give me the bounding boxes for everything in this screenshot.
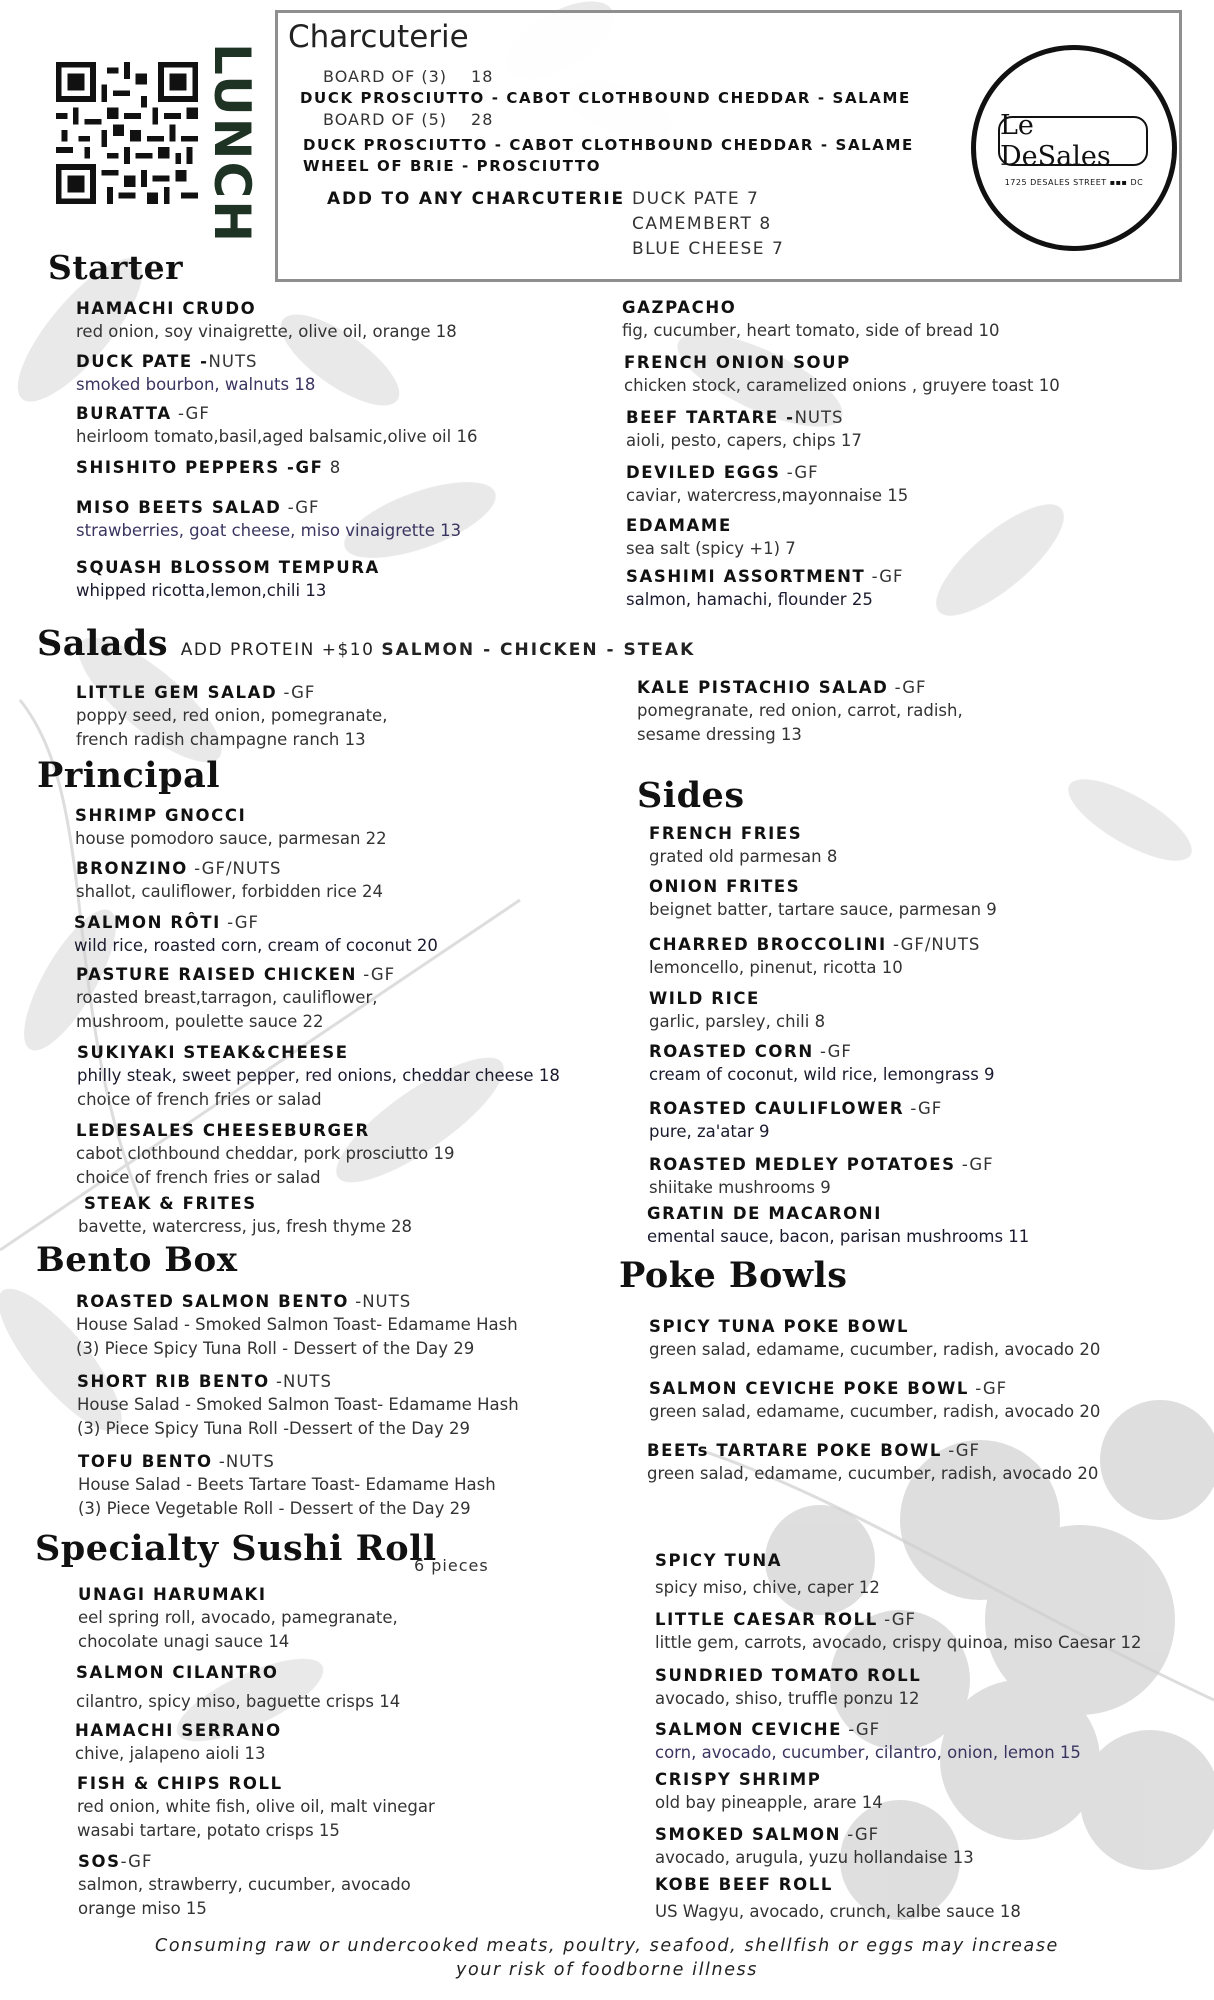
menu-item: UNAGI HARUMAKI eel spring roll, avocado, pamegranate, chocolate unagi sauce 14 (78, 1585, 398, 1651)
menu-item: KALE PISTACHIO SALAD -GF pomegranate, red onion, carrot, radish, sesame dressing 13 (637, 678, 963, 744)
menu-item: KOBE BEEF ROLL US Wagyu, avocado, crunch, kalbe sauce 18 (655, 1875, 1021, 1921)
addon-label: ADD TO ANY CHARCUTERIE (327, 189, 625, 209)
section-heading-salads (37, 623, 695, 664)
charcuterie-box (275, 10, 1182, 282)
menu-item: BURATTA -GF heirloom tomato,basil,aged balsamic,olive oil 16 (76, 404, 478, 446)
menu-item: BEEF TARTARE -NUTS aioli, pesto, capers, chips 17 (626, 408, 862, 450)
menu-item: GRATIN DE MACARONI emental sauce, bacon, parisan mushrooms 11 (647, 1204, 1030, 1246)
board-3-line (323, 67, 493, 86)
board-5-price: 28 (471, 110, 494, 129)
menu-item: ONION FRITES beignet batter, tartare sauce, parmesan 9 (649, 877, 997, 919)
section-heading-poke: Poke Bowls (619, 1255, 848, 1296)
menu-item: SHORT RIB BENTO -NUTS House Salad - Smoked Salmon Toast- Edamame Hash (3) Piece Spicy Tuna Roll -Dessert of the Day 29 (77, 1372, 519, 1438)
menu-item: LITTLE GEM SALAD -GF poppy seed, red onion, pomegranate, french radish champagne ranch 13 (76, 683, 388, 749)
disclaimer-line-2: your risk of foodborne illness (455, 1960, 758, 1980)
menu-item: STEAK & FRITES bavette, watercress, jus, fresh thyme 28 (78, 1194, 413, 1236)
menu-item: SPICY TUNA spicy miso, chive, caper 12 (655, 1551, 880, 1597)
section-heading-starter: Starter (48, 248, 183, 287)
section-heading-principal: Principal (37, 755, 221, 796)
menu-item: ROASTED SALMON BENTO -NUTS House Salad - Smoked Salmon Toast- Edamame Hash (3) Piece Spicy Tuna Roll - Dessert of the Day 29 (76, 1292, 518, 1358)
menu-item: SOS-GF salmon, strawberry, cucumber, avocado orange miso 15 (78, 1852, 411, 1918)
board-3-label: BOARD OF (3) (323, 67, 448, 86)
qr-code[interactable] (56, 62, 198, 204)
disclaimer-line-1: Consuming raw or undercooked meats, poultry, seafood, shellfish or eggs may increase (155, 1936, 1059, 1956)
board-5-items-2: WHEEL OF BRIE - PROSCIUTTO (303, 157, 602, 175)
menu-item: TOFU BENTO -NUTS House Salad - Beets Tartare Toast- Edamame Hash (3) Piece Vegetable Roll - Dessert of the Day 29 (78, 1452, 496, 1518)
menu-item: FISH & CHIPS ROLL red onion, white fish, olive oil, malt vinegar wasabi tartare, potato crisps 15 (77, 1774, 435, 1840)
restaurant-logo (971, 45, 1177, 251)
logo-address: 1725 DESALES STREET ▪▪▪ DC (1004, 178, 1144, 187)
menu-item: HAMACHI CRUDO red onion, soy vinaigrette, olive oil, orange 18 (76, 299, 457, 341)
menu-item: FRENCH FRIES grated old parmesan 8 (649, 824, 838, 866)
menu-item: CHARRED BROCCOLINI -GF/NUTS lemoncello, pinenut, ricotta 10 (649, 935, 981, 977)
menu-item: SHRIMP GNOCCI house pomodoro sauce, parmesan 22 (75, 806, 387, 848)
menu-item: MISO BEETS SALAD -GF strawberries, goat cheese, miso vinaigrette 13 (76, 498, 462, 540)
salads-proteins: SALMON - CHICKEN - STEAK (381, 640, 696, 660)
charcuterie-title: Charcuterie (288, 19, 469, 55)
menu-item: SALMON CEVICHE -GF corn, avocado, cucumber, cilantro, onion, lemon 15 (655, 1720, 1081, 1762)
menu-item: DEVILED EGGS -GF caviar, watercress,mayonnaise 15 (626, 463, 909, 505)
menu-item: DUCK PATE -NUTS smoked bourbon, walnuts 18 (76, 352, 316, 394)
menu-item: SALMON CEVICHE POKE BOWL -GF green salad, edamame, cucumber, radish, avocado 20 (649, 1379, 1101, 1421)
addon-item: BLUE CHEESE 7 (632, 239, 785, 259)
board-3-price: 18 (471, 67, 494, 86)
food-safety-disclaimer (0, 1934, 1214, 1982)
menu-item: PASTURE RAISED CHICKEN -GF roasted breast,tarragon, cauliflower, mushroom, poulette sauce 22 (76, 965, 396, 1031)
menu-item: GAZPACHO fig, cucumber, heart tomato, side of bread 10 (622, 298, 1000, 340)
menu-item: SASHIMI ASSORTMENT -GF salmon, hamachi, flounder 25 (626, 567, 904, 609)
addon-item: CAMEMBERT 8 (632, 214, 772, 234)
logo-name: Le DeSales (998, 116, 1148, 166)
menu-item: ROASTED CAULIFLOWER -GF pure, za'atar 9 (649, 1099, 943, 1141)
menu-item: SPICY TUNA POKE BOWL green salad, edamame, cucumber, radish, avocado 20 (649, 1317, 1101, 1359)
menu-item: ROASTED MEDLEY POTATOES -GF shiitake mushrooms 9 (649, 1155, 994, 1197)
menu-item: LITTLE CAESAR ROLL -GF little gem, carrots, avocado, crispy quinoa, miso Caesar 12 (655, 1610, 1142, 1652)
menu-item: BEETs TARTARE POKE BOWL -GF green salad, edamame, cucumber, radish, avocado 20 (647, 1441, 1099, 1483)
salads-addon: ADD PROTEIN +$10 SALMON - CHICKEN - STEAK (180, 640, 696, 660)
menu-item: LEDESALES CHEESEBURGER cabot clothbound cheddar, pork prosciutto 19 choice of french fries or salad (76, 1121, 455, 1187)
salads-title: Salads (37, 623, 169, 664)
sushi-pieces-note: 6 pieces (414, 1556, 489, 1575)
addon-item: DUCK PATE 7 (632, 189, 760, 209)
menu-item: SQUASH BLOSSOM TEMPURA whipped ricotta,lemon,chili 13 (76, 558, 380, 600)
menu-item: FRENCH ONION SOUP chicken stock, caramelized onions , gruyere toast 10 (624, 353, 1060, 395)
menu-item: SUKIYAKI STEAK&CHEESE philly steak, sweet pepper, red onions, cheddar cheese 18 choice of french fries or salad (77, 1043, 560, 1109)
section-heading-sides: Sides (637, 775, 745, 816)
board-5-items-1: DUCK PROSCIUTTO - CABOT CLOTHBOUND CHEDDAR - SALAME (303, 136, 914, 154)
menu-item: SHISHITO PEPPERS -GF 8 (76, 458, 342, 477)
section-heading-sushi: Specialty Sushi Roll (35, 1528, 437, 1569)
menu-item: SMOKED SALMON -GF avocado, arugula, yuzu hollandaise 13 (655, 1825, 974, 1867)
menu-item: SUNDRIED TOMATO ROLL avocado, shiso, truffle ponzu 12 (655, 1666, 922, 1708)
menu-item: SALMON RÔTI -GF wild rice, roasted corn, cream of coconut 20 (74, 913, 438, 955)
menu-item: CRISPY SHRIMP old bay pineapple, arare 14 (655, 1770, 883, 1812)
board-3-items: DUCK PROSCIUTTO - CABOT CLOTHBOUND CHEDDAR - SALAME (300, 89, 911, 107)
menu-item: BRONZINO -GF/NUTS shallot, cauliflower, forbidden rice 24 (76, 859, 383, 901)
menu-title: LUNCH (203, 43, 261, 245)
board-5-line (323, 110, 493, 129)
menu-item: ROASTED CORN -GF cream of coconut, wild rice, lemongrass 9 (649, 1042, 995, 1084)
menu-item: HAMACHI SERRANO chive, jalapeno aioli 13 (75, 1721, 282, 1763)
section-heading-bento: Bento Box (36, 1240, 238, 1280)
board-5-label: BOARD OF (5) (323, 110, 448, 129)
menu-item: SALMON CILANTRO cilantro, spicy miso, baguette crisps 14 (76, 1663, 401, 1711)
menu-item: WILD RICE garlic, parsley, chili 8 (649, 989, 826, 1031)
menu-item: EDAMAME sea salt (spicy +1) 7 (626, 516, 796, 558)
